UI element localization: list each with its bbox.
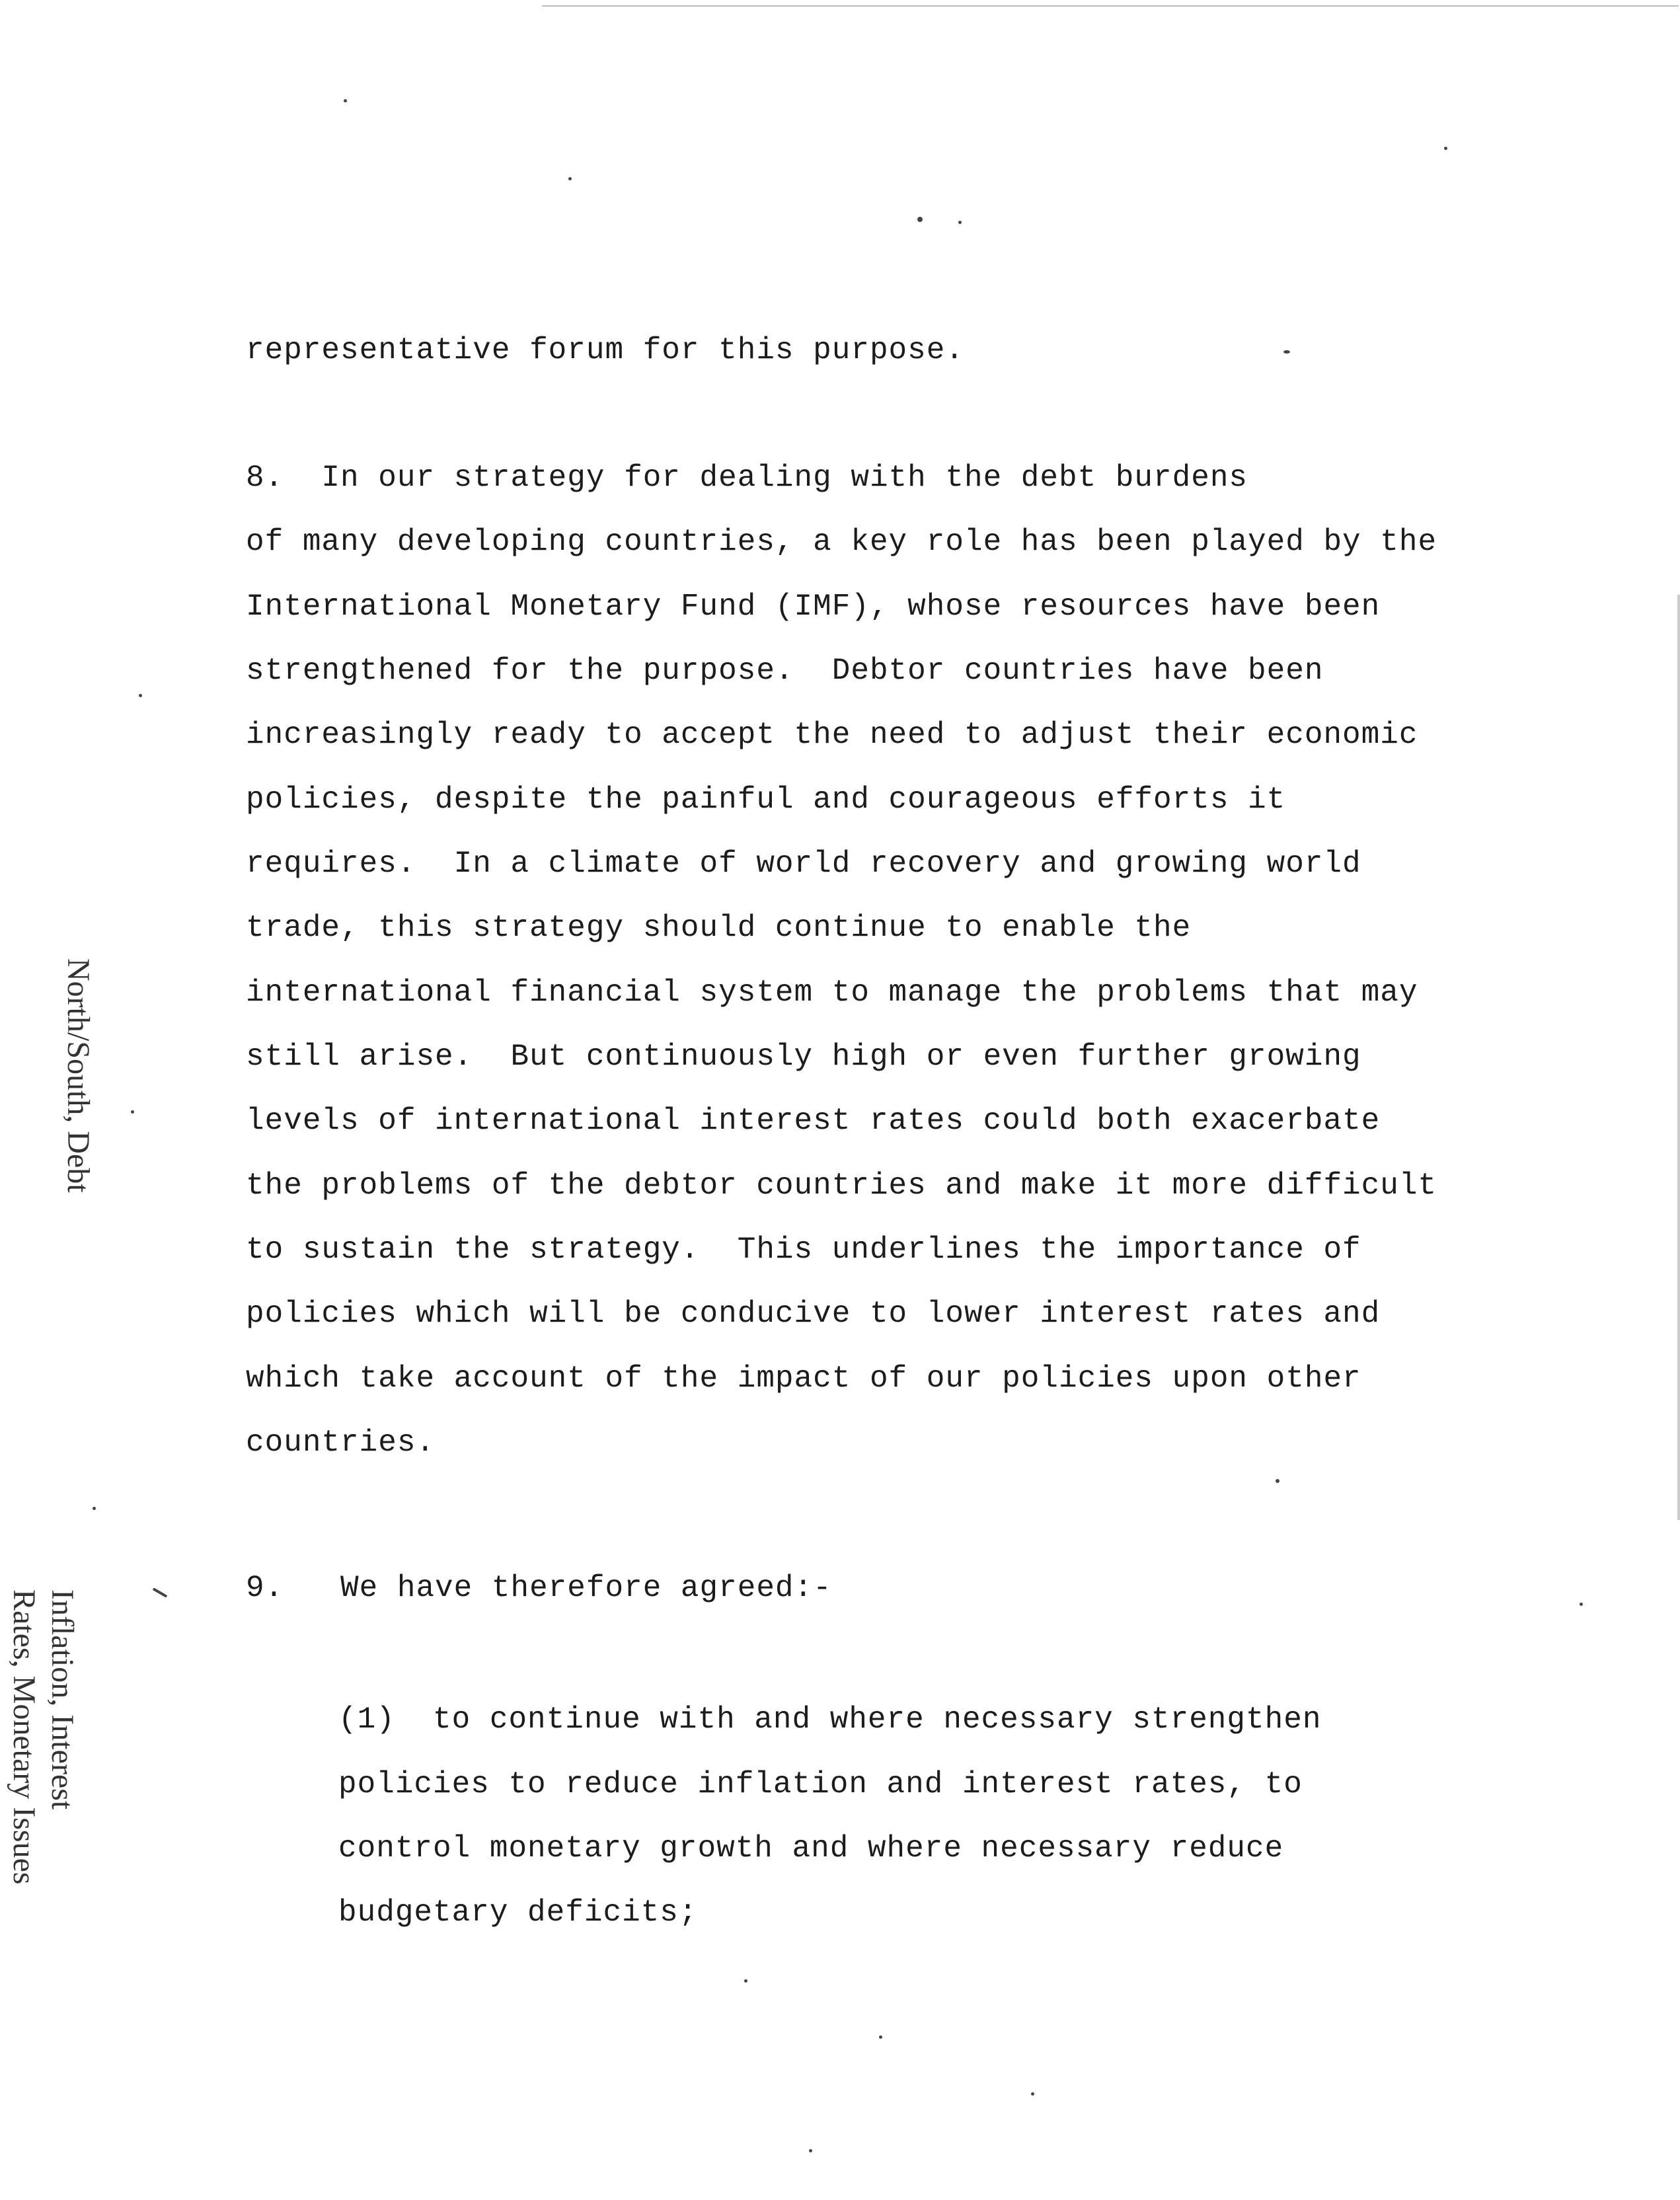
- paragraph-8-line: International Monetary Fund (IMF), whose resources have been: [246, 589, 1381, 624]
- scan-speck: [139, 694, 142, 697]
- paragraph-8-line: increasingly ready to accept the need to adjust their economic: [246, 718, 1418, 752]
- scan-speck: [93, 1507, 96, 1510]
- scan-speck: [879, 2035, 882, 2039]
- paragraph-9-line: 9. We have therefore agreed:-: [246, 1571, 832, 1605]
- scan-speck: [958, 221, 962, 224]
- text-line: representative forum for this purpose.: [246, 333, 964, 367]
- paragraph-8-line: international financial system to manage the problems that may: [246, 975, 1418, 1010]
- scan-edge-line: [542, 5, 1679, 7]
- scan-speck: [131, 1110, 134, 1114]
- paragraph-8-line: the problems of the debtor countries and make it more difficult: [246, 1168, 1437, 1203]
- item-1-line: policies to reduce inflation and interest rates, to: [338, 1767, 1303, 1802]
- paragraph-8-line: levels of international interest rates could both exacerbate: [246, 1104, 1381, 1138]
- paragraph-8-line: policies which will be conducive to lower interest rates and: [246, 1297, 1381, 1331]
- margin-note-inflation-line2: Rates, Monetary Issues: [7, 1589, 42, 1885]
- paragraph-8-line: still arise. But continuously high or even further growing: [246, 1040, 1361, 1074]
- paragraph-8-line: to sustain the strategy. This underlines the importance of: [246, 1233, 1361, 1267]
- margin-note-north-south: North/South, Debt: [61, 958, 96, 1193]
- scan-speck: [1276, 1479, 1279, 1483]
- paragraph-8-line: trade, this strategy should continue to enable the: [246, 911, 1192, 945]
- scan-mark: [153, 1587, 168, 1597]
- scan-speck: [917, 217, 923, 222]
- scan-speck: [568, 177, 572, 180]
- paragraph-8-line: policies, despite the painful and courageous efforts it: [246, 782, 1286, 817]
- scan-speck: [344, 99, 347, 102]
- item-1-line: control monetary growth and where necessary reduce: [338, 1831, 1284, 1866]
- scan-speck: [1031, 2092, 1034, 2096]
- item-1-line: (1) to continue with and where necessary strengthen: [338, 1702, 1322, 1737]
- paragraph-8-line: requires. In a climate of world recovery and growing world: [246, 847, 1361, 881]
- scan-speck: [1580, 1603, 1583, 1606]
- scan-speck: [744, 1979, 747, 1983]
- paragraph-8-line: strengthened for the purpose. Debtor countries have been: [246, 654, 1324, 688]
- margin-note-inflation-line1: Inflation, Interest: [45, 1589, 80, 1810]
- paragraph-8-line: of many developing countries, a key role has been played by the: [246, 525, 1437, 559]
- scan-speck: [1444, 147, 1447, 150]
- scan-speck: [809, 2149, 812, 2152]
- scan-speck: [1283, 350, 1290, 354]
- paragraph-8-line: which take account of the impact of our policies upon other: [246, 1361, 1361, 1396]
- scan-right-edge: [1677, 595, 1680, 1520]
- item-1-line: budgetary deficits;: [338, 1895, 698, 1930]
- paragraph-8-line: countries.: [246, 1425, 436, 1460]
- paragraph-8-line: 8. In our strategy for dealing with the debt burdens: [246, 461, 1248, 495]
